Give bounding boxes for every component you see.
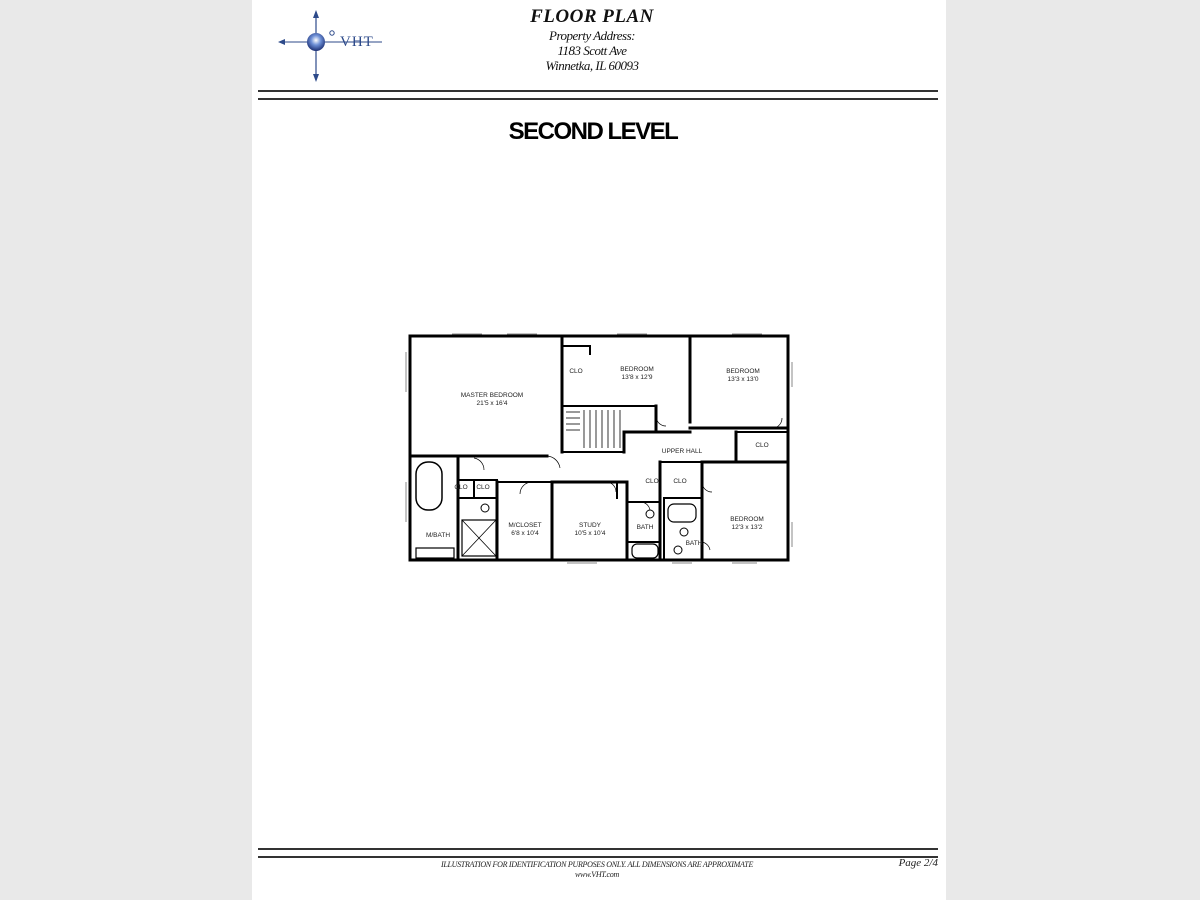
- page-number: Page 2/4: [898, 857, 938, 869]
- footer-divider: [258, 848, 938, 858]
- disclaimer: ILLUSTRATION FOR IDENTIFICATION PURPOSES ONLY. ALL DIMENSIONS ARE APPROXIMATE: [440, 860, 754, 869]
- room-dims: 13'3 x 13'0: [727, 376, 759, 383]
- room-name: BEDROOM: [620, 366, 654, 373]
- brand-name: VHT: [340, 34, 374, 50]
- room-name: BATH: [636, 524, 654, 531]
- room-name: BATH: [685, 540, 703, 547]
- address-street: 1183 Scott Ave: [557, 43, 627, 58]
- footer-note: [252, 860, 942, 880]
- room-name: M/CLOSET: [508, 522, 542, 529]
- room-dims: 21'5 x 16'4: [476, 400, 508, 407]
- closet-label: CLO: [673, 478, 687, 485]
- room-name: STUDY: [578, 522, 602, 529]
- room-mcloset: [500, 522, 550, 538]
- closet-label: CLO: [755, 442, 769, 449]
- room-name: MASTER BEDROOM: [460, 392, 524, 399]
- room-name: BEDROOM: [730, 516, 764, 523]
- room-bedroom-2: [698, 368, 788, 384]
- room-name: UPPER HALL: [661, 448, 703, 455]
- room-upper-hall: [652, 448, 712, 456]
- room-bedroom-1: [592, 366, 682, 382]
- compass-icon: [272, 8, 392, 84]
- room-master-bedroom: [442, 392, 542, 408]
- room-bedroom-3: [708, 516, 786, 532]
- room-dims: 12'3 x 13'2: [731, 524, 763, 531]
- address-city: Winnetka, IL 60093: [545, 58, 639, 73]
- header: [482, 6, 702, 73]
- room-dims: 10'5 x 10'4: [574, 530, 606, 537]
- room-study: [556, 522, 624, 538]
- vht-logo: [272, 8, 392, 84]
- document-page: [252, 0, 946, 900]
- room-dims: 13'8 x 12'9: [621, 374, 653, 381]
- room-mbath: [418, 532, 458, 540]
- closet-label: CLO: [454, 484, 468, 491]
- closet-label: CLO: [645, 478, 659, 485]
- closet-label: CLO: [476, 484, 490, 491]
- room-bath-2: [682, 540, 706, 548]
- floor-plan: [402, 332, 796, 568]
- level-title: SECOND LEVEL: [508, 118, 678, 145]
- website: www.VHT.com: [575, 870, 619, 879]
- address-label: Property Address:: [549, 28, 635, 43]
- room-bath-1: [632, 524, 658, 532]
- room-name: BEDROOM: [726, 368, 760, 375]
- header-divider: [258, 90, 938, 100]
- room-dims: 6'8 x 10'4: [511, 530, 539, 537]
- closet-label: CLO: [569, 368, 583, 375]
- room-name: M/BATH: [425, 532, 451, 539]
- page-title: FLOOR PLAN: [530, 6, 654, 27]
